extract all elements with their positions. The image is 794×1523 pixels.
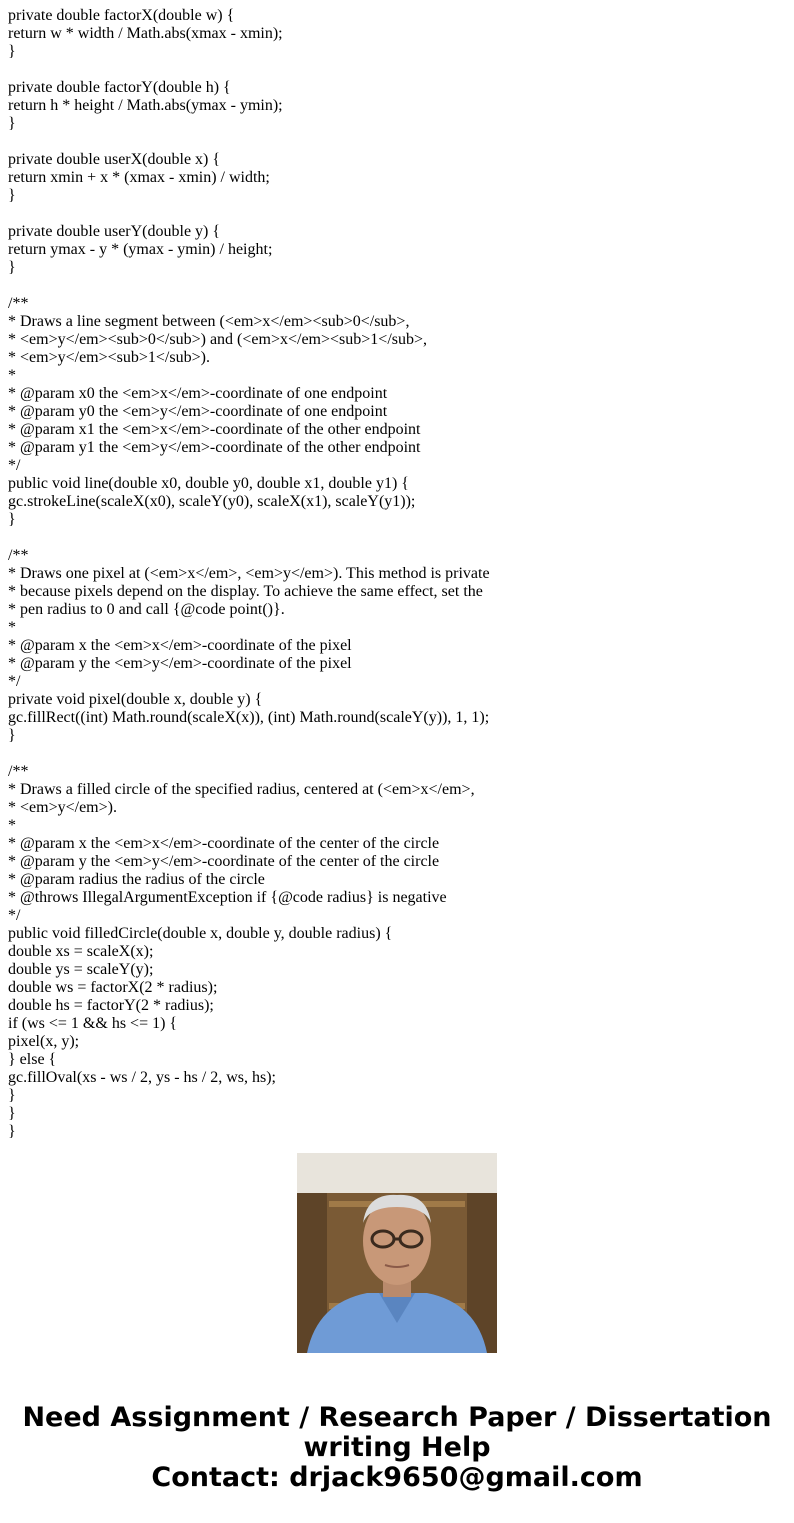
promo-subheadline: writing Help xyxy=(303,1432,491,1463)
code-line: double ws = factorX(2 * radius); xyxy=(8,979,218,996)
code-line: * because pixels depend on the display. To achieve the same effect, set the xyxy=(8,583,483,600)
code-snippet xyxy=(8,7,788,1140)
code-line xyxy=(8,529,788,547)
code-line: * xyxy=(8,817,16,834)
code-line: return h * height / Math.abs(ymax - ymin); xyxy=(8,97,283,114)
code-line: } xyxy=(8,43,16,60)
author-avatar xyxy=(297,1153,497,1353)
code-line xyxy=(8,745,788,763)
code-line: * @param x the <em>x</em>-coordinate of the center of the circle xyxy=(8,835,440,852)
code-line: gc.fillRect((int) Math.round(scaleX(x)), (int) Math.round(scaleY(y)), 1, 1); xyxy=(8,709,490,726)
code-line: } xyxy=(8,511,16,528)
code-line: public void filledCircle(double x, double y, double radius) { xyxy=(8,925,393,942)
code-line: * @throws IllegalArgumentException if {@code radius} is negative xyxy=(8,889,447,906)
code-line: * <em>y</em><sub>0</sub>) and (<em>x</em><sub>1</sub>, xyxy=(8,331,428,348)
code-line: } xyxy=(8,187,16,204)
code-line xyxy=(8,277,788,295)
code-line: double xs = scaleX(x); xyxy=(8,943,154,960)
code-line: return ymax - y * (ymax - ymin) / height; xyxy=(8,241,273,258)
promo-banner xyxy=(0,1403,794,1493)
code-line: pixel(x, y); xyxy=(8,1033,80,1050)
code-line: return w * width / Math.abs(xmax - xmin); xyxy=(8,25,283,42)
code-line: */ xyxy=(8,457,21,474)
code-line: * @param y0 the <em>y</em>-coordinate of one endpoint xyxy=(8,403,388,420)
code-line: gc.strokeLine(scaleX(x0), scaleY(y0), scaleX(x1), scaleY(y1)); xyxy=(8,493,416,510)
code-line: if (ws <= 1 && hs <= 1) { xyxy=(8,1015,178,1032)
code-line: gc.fillOval(xs - ws / 2, ys - hs / 2, ws, hs); xyxy=(8,1069,276,1086)
promo-headline: Need Assignment / Research Paper / Dissertation xyxy=(22,1402,772,1433)
code-line: } xyxy=(8,727,16,744)
code-line: } xyxy=(8,115,16,132)
code-line: * xyxy=(8,619,16,636)
code-line: * Draws a line segment between (<em>x</em><sub>0</sub>, xyxy=(8,313,410,330)
code-line: * @param radius the radius of the circle xyxy=(8,871,265,888)
code-line: } xyxy=(8,1087,16,1104)
code-line: * @param y the <em>y</em>-coordinate of the pixel xyxy=(8,655,352,672)
code-line: * <em>y</em><sub>1</sub>). xyxy=(8,349,210,366)
code-line: } xyxy=(8,1105,16,1122)
code-line: return xmin + x * (xmax - xmin) / width; xyxy=(8,169,270,186)
code-line: /** xyxy=(8,763,29,780)
code-line: } xyxy=(8,1123,16,1140)
person-portrait-icon xyxy=(297,1153,497,1353)
code-line: private void pixel(double x, double y) { xyxy=(8,691,263,708)
code-line: * Draws one pixel at (<em>x</em>, <em>y</em>). This method is private xyxy=(8,565,490,582)
code-line: private double userX(double x) { xyxy=(8,151,221,168)
code-line: double ys = scaleY(y); xyxy=(8,961,154,978)
code-line: * pen radius to 0 and call {@code point()}. xyxy=(8,601,285,618)
code-line: /** xyxy=(8,547,29,564)
code-line: public void line(double x0, double y0, double x1, double y1) { xyxy=(8,475,409,492)
code-line: * @param x1 the <em>x</em>-coordinate of the other endpoint xyxy=(8,421,421,438)
code-line: * xyxy=(8,367,16,384)
code-line: private double factorX(double w) { xyxy=(8,7,235,24)
code-line: } xyxy=(8,259,16,276)
code-line: * @param x0 the <em>x</em>-coordinate of one endpoint xyxy=(8,385,388,402)
code-line: * Draws a filled circle of the specified radius, centered at (<em>x</em>, xyxy=(8,781,475,798)
code-line: * @param y1 the <em>y</em>-coordinate of the other endpoint xyxy=(8,439,421,456)
code-line: /** xyxy=(8,295,29,312)
code-line: */ xyxy=(8,673,21,690)
code-line xyxy=(8,61,788,79)
code-line: * @param y the <em>y</em>-coordinate of the center of the circle xyxy=(8,853,440,870)
code-line: private double userY(double y) { xyxy=(8,223,221,240)
code-line: * @param x the <em>x</em>-coordinate of the pixel xyxy=(8,637,352,654)
code-line: */ xyxy=(8,907,21,924)
code-line: * <em>y</em>). xyxy=(8,799,117,816)
code-line xyxy=(8,205,788,223)
code-line: double hs = factorY(2 * radius); xyxy=(8,997,214,1014)
code-line: } else { xyxy=(8,1051,57,1068)
promo-contact: Contact: drjack9650@gmail.com xyxy=(151,1462,643,1493)
code-line: private double factorY(double h) { xyxy=(8,79,231,96)
code-line xyxy=(8,133,788,151)
